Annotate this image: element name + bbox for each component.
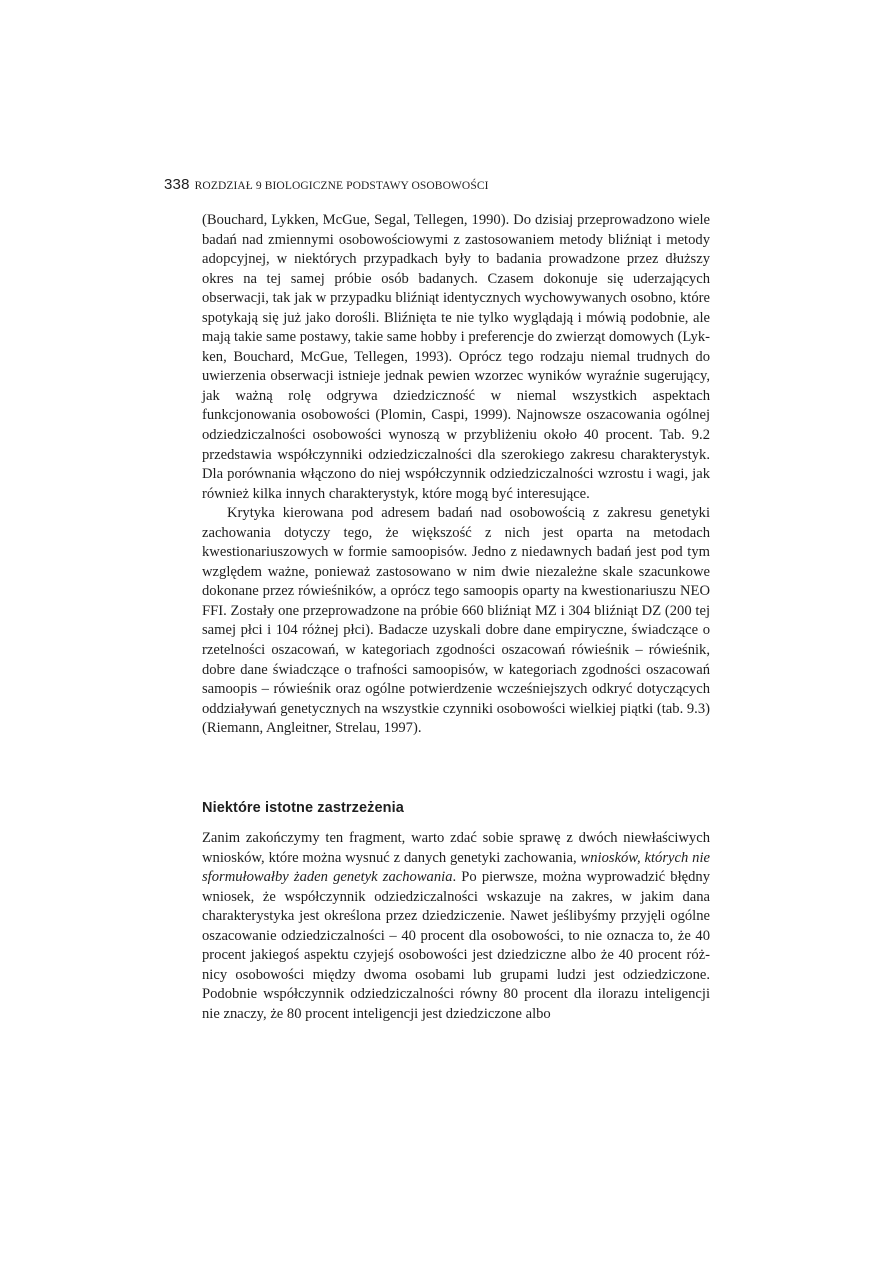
paragraph-3-start: Zanim zakończymy ten fragment, warto zdać sobie sprawę z dwóch niewłaściwych wniosków, które można wysnuć z danych genetyki zachowania, bbox=[202, 830, 710, 866]
body-text-bottom bbox=[202, 829, 710, 1024]
page-header bbox=[164, 176, 724, 196]
body-text-top bbox=[202, 211, 710, 739]
paragraph-3-italic: wniosków, których nie sformułowałby żaden genetyk zachowania bbox=[202, 849, 710, 886]
section-heading: Niektóre istotne zastrzeżenia bbox=[202, 800, 404, 816]
paragraph-3 bbox=[202, 829, 710, 1024]
page-number: 338 bbox=[164, 176, 190, 193]
paragraph-3-end: . Po pierwsze, można wyprowadzić błędny wniosek, że współczynnik odziedziczalności wskazuje na zakres, w jakim dana charakterystyka jest określona przez dziedziczenie. Nawet jeślibyśmy przyjęli ogólne oszacowanie odziedziczalności – 40 procent dla osobowości, to nie oznacza to, że 40 procent jakiegoś aspektu czyjejś osobowości jest dziedziczne albo że 40 procent różnicy osobowości między dwoma osobami lub grupami ludzi jest odziedziczone. Podobnie współczynnik odziedziczalności równy 80 procent dla ilorazu inteligencji nie znaczy, że 80 procent inteligencji jest dziedziczone albo bbox=[202, 869, 710, 1022]
paragraph-1: (Bouchard, Lykken, McGue, Segal, Tellegen, 1990). Do dzisiaj przeprowadzono wiele badań nad zmiennymi osobowościowymi z zastosowaniem metody bliźniąt i metody adopcyjnej, w niektórych przypadkach były to badania prowadzone przez dłuższy okres na tej samej próbie osób badanych. Czasem dokonuje się uderzających obserwacji, tak jak w przypadku bliźniąt identycznych wychowywanych osobno, które spotykają się już jako dorośli. Bliźnięta te nie tylko wyglądają i mówią podobnie, ale mają takie same postawy, takie same hobby i preferencje do zwierząt domowych (Lykken, Bouchard, McGue, Tellegen, 1993). Oprócz tego rodzaju niemal trudnych do uwierzenia obserwacji istnieje jednak pewien wzorzec wyników wyraźnie sugerujący, jak ważną rolę odgrywa dziedziczność w niemal wszystkich aspektach funkcjonowania osobowości (Plomin, Caspi, 1999). Najnowsze oszacowania ogólnej odziedziczalności osobowości wynoszą w przybliżeniu około 40 procent. Tab. 9.2 przedstawia współczynniki odziedziczalności dla szerokiego zakresu charakterystyk. Dla porównania włączono do niej współczynnik odziedziczalności wzrostu i wagi, jak również kilka innych charakterystyk, które mogą być interesujące. bbox=[202, 212, 710, 502]
running-head: ROZDZIAŁ 9 BIOLOGICZNE PODSTAWY OSOBOWOŚCI bbox=[194, 180, 489, 192]
paragraph-2: Krytyka kierowana pod adresem badań nad osobowością z zakresu genetyki zachowania dotyczy tego, że większość z nich jest oparta na metodach kwestionariuszowych w formie samoopisów. Jedno z niedawnych badań jest pod tym względem ważne, ponieważ zastosowano w nim dwie niezależne skale szacunkowe dokonane przez rówieśników, a oprócz tego samoopis oparty na kwestionariuszu NEO FFI. Zostały one przeprowadzone na próbie 660 bliźniąt MZ i 304 bliźniąt DZ (200 tej samej płci i 104 różnej płci). Badacze uzyskali dobre dane empiryczne, świadczące o rzetelności oszacowań, w kategoriach zgodności oszacowań rówieśnik – rówieśnik, dobre dane świadczące o trafności samoopisów, w kategoriach zgodności oszacowań samoopis – rówieśnik oraz ogólne potwierdzenie wcześniejszych odkryć dotyczących oddziaływań genetycznych na wszystkie czynniki osobowości wielkiej piątki (tab. 9.3) (Riemann, Angleitner, Strelau, 1997). bbox=[202, 505, 710, 737]
